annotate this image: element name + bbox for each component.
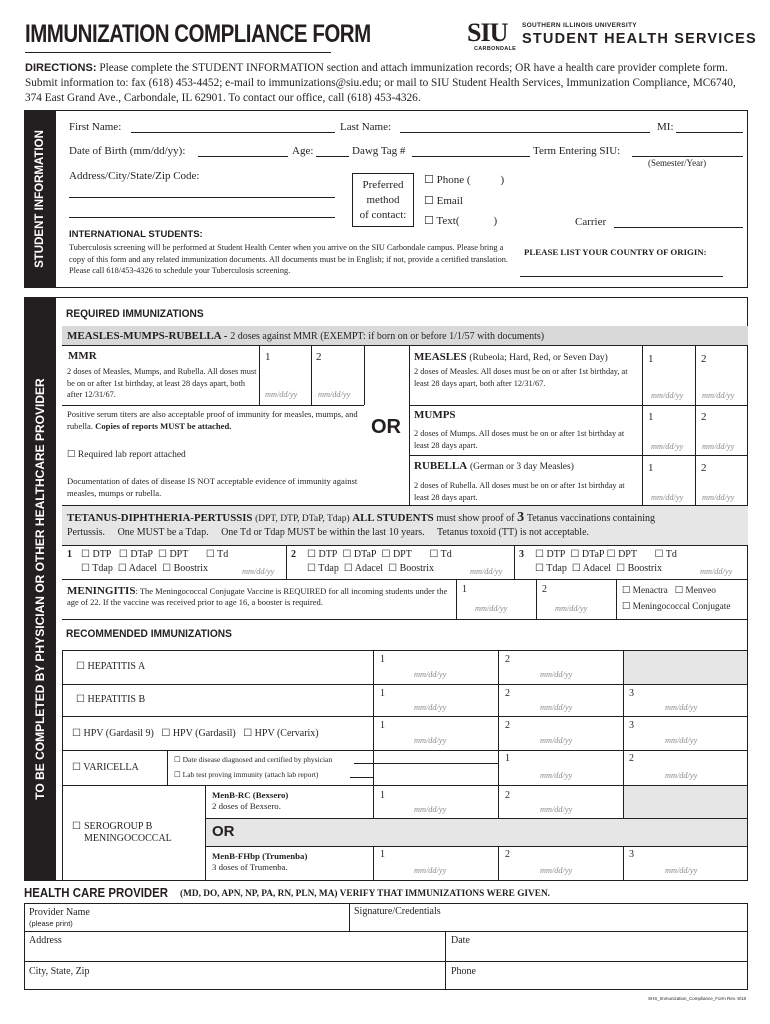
tdap-header-line2: Pertussis. One MUST be a Tdap. One Td or Tdap MUST be within the last 10 years. Tetanus toxoid (TT) is not acceptable. (67, 527, 590, 538)
last-name-field[interactable] (400, 132, 650, 133)
menb-checkbox[interactable]: ☐ SEROGROUP B MENINGOCOCCAL (72, 821, 172, 844)
student-info-sidebar: STUDENT INFORMATION (24, 110, 55, 288)
hcp-title: HEALTH CARE PROVIDER (24, 885, 169, 900)
hepa-date-2[interactable]: mm/dd/yy (540, 670, 573, 679)
rubella-desc: 2 doses of Rubella. All doses must be on or after 1st birthday at least 28 days apart. (414, 481, 625, 502)
mumps-dose-2: 2 (701, 411, 707, 423)
mmr-dose-1: 1 (265, 351, 271, 363)
menb-fhbp-date-2[interactable]: mm/dd/yy (540, 866, 573, 875)
mmr-date-1[interactable]: mm/dd/yy (265, 390, 298, 399)
menb-or: OR (212, 823, 235, 840)
intl-text: Tuberculosis screening will be performed at Student Health Center when you arrive on the SIU Carbondale campus. Please bring a copy of this form and any related immunization documents. All documents must be in English; if not, provide a certified translation. Please call 618/453-4326 to schedule your Tuberculosis screening. (69, 243, 508, 275)
address-line-2[interactable] (69, 217, 335, 218)
city-state-zip-label[interactable]: City, State, Zip (29, 966, 90, 977)
age-label: Age: (292, 145, 314, 157)
mumps-desc: 2 doses of Mumps. All doses must be on or after 1st birthday at least 28 days apart. (414, 429, 625, 450)
tdap-dose-1-options-b[interactable]: ☐ Tdap ☐ Adacel ☐ Boostrix (81, 563, 209, 574)
tdap-date-3[interactable]: mm/dd/yy (700, 567, 733, 576)
dob-label: Date of Birth (mm/dd/yy): (69, 145, 186, 157)
tdap-dose-2-num: 2 (291, 549, 296, 560)
provider-name-label[interactable]: Provider Name (29, 907, 90, 918)
menactra-menveo-options[interactable]: ☐ Menactra ☐ Menveo (622, 586, 716, 596)
directions-label: DIRECTIONS: (25, 62, 97, 74)
menb-rc-dose3-disabled (624, 786, 747, 818)
hepb-date-2[interactable]: mm/dd/yy (540, 703, 573, 712)
measles-title: MEASLES (Rubeola; Hard, Red, or Seven Day) (414, 351, 608, 363)
intl-header: INTERNATIONAL STUDENTS: (69, 229, 203, 240)
mmr-header: MEASLES-MUMPS-RUBELLA - 2 doses against MMR (EXEMPT: if born on or before 1/1/57 with documents) (67, 330, 545, 342)
contact-text-option[interactable]: ☐ Text( ) (424, 215, 498, 227)
mening-dose-2: 2 (542, 584, 547, 595)
varicella-option-2[interactable]: ☐ Lab test proving immunity (attach lab report) (174, 770, 319, 779)
measles-dose-1: 1 (648, 353, 654, 365)
tdap-header-line1: TETANUS-DIPHTHERIA-PERTUSSIS (DPT, DTP, DTaP, Tdap) ALL STUDENTS must show proof of 3 Tetanus vaccinations containing (67, 510, 655, 525)
tdap-dose-1-num: 1 (67, 549, 72, 560)
phone-label-hcp[interactable]: Phone (451, 966, 476, 977)
menb-rc-doses: 2 doses of Bexsero. (212, 801, 281, 811)
title-rule (25, 52, 331, 53)
menb-fhbp-doses: 3 doses of Trumenba. (212, 862, 288, 872)
directions-text: Please complete the STUDENT INFORMATION section and attach immunization records; OR have a health care provider complete form. Submit information to: fax (618) 453-4452; e-mail to immunizations@siu.edu; or mail to SIU Student Health Services, Immunization Compliance, MC6740, 374 East Grand Ave., Carbondale, IL 62901. To contact our office, call (618) 453-4326. (25, 62, 736, 104)
hpv-date-1[interactable]: mm/dd/yy (414, 736, 447, 745)
tdap-date-2[interactable]: mm/dd/yy (470, 567, 503, 576)
rubella-dose-1: 1 (648, 462, 654, 474)
dawg-tag-field[interactable] (412, 156, 530, 157)
menb-rc-date-2[interactable]: mm/dd/yy (540, 805, 573, 814)
logo-campus: CARBONDALE (474, 46, 517, 52)
carrier-field[interactable] (614, 227, 743, 228)
logo-department: STUDENT HEALTH SERVICES (522, 31, 757, 47)
country-label: PLEASE LIST YOUR COUNTRY OF ORIGIN: (524, 247, 707, 257)
hepa-date-1[interactable]: mm/dd/yy (414, 670, 447, 679)
provider-sidebar: TO BE COMPLETED BY PHYSICIAN OR OTHER HEALTHCARE PROVIDER (24, 297, 55, 881)
dawg-tag-label: Dawg Tag # (352, 145, 406, 157)
required-header: REQUIRED IMMUNIZATIONS (66, 308, 204, 320)
hepb-date-3[interactable]: mm/dd/yy (665, 703, 698, 712)
measles-desc: 2 doses of Measles. All doses must be on or after 1st birthday, at least 28 days apart, both after 12/31/67. (414, 367, 628, 388)
mumps-date-1[interactable]: mm/dd/yy (651, 442, 684, 451)
mmr-date-2[interactable]: mm/dd/yy (318, 390, 351, 399)
menb-fhbp-date-1[interactable]: mm/dd/yy (414, 866, 447, 875)
signature-label[interactable]: Signature/Credentials (354, 906, 441, 917)
mening-date-2[interactable]: mm/dd/yy (555, 604, 588, 613)
hepb-date-1[interactable]: mm/dd/yy (414, 703, 447, 712)
mening-date-1[interactable]: mm/dd/yy (475, 604, 508, 613)
menb-fhbp-date-3[interactable]: mm/dd/yy (665, 866, 698, 875)
varicella-date-1[interactable]: mm/dd/yy (540, 771, 573, 780)
tdap-dose-1-options-a[interactable]: ☐ DTP ☐ DTaP ☐ DPT ☐ Td (81, 549, 229, 560)
mumps-dose-1: 1 (648, 411, 654, 423)
please-print: (please print) (29, 919, 73, 928)
rubella-title: RUBELLA (German or 3 day Measles) (414, 460, 574, 472)
age-field[interactable] (316, 156, 349, 157)
tdap-dose-2-options-a[interactable]: ☐ DTP ☐ DTaP ☐ DPT ☐ Td (307, 549, 452, 560)
term-field[interactable] (632, 156, 743, 157)
first-name-label: First Name: (69, 121, 122, 133)
tdap-date-1[interactable]: mm/dd/yy (242, 567, 275, 576)
address-label: Address/City/State/Zip Code: (69, 170, 200, 182)
hepb-checkbox[interactable]: ☐ HEPATITIS B (76, 694, 146, 705)
mumps-date-2[interactable]: mm/dd/yy (702, 442, 735, 451)
hpv-options[interactable]: ☐ HPV (Gardasil 9) ☐ HPV (Gardasil) ☐ HPV (Cervarix) (72, 728, 319, 739)
term-hint: (Semester/Year) (648, 158, 707, 168)
menb-rc-title: MenB-RC (Bexsero) (212, 790, 289, 800)
lab-report-checkbox[interactable]: ☐ Required lab report attached (67, 450, 186, 460)
mmr-title: MMR (68, 350, 97, 362)
mmr-titer-text: Positive serum titers are also acceptable proof of immunity for measles, mumps, and rubella. Copies of reports MUST be attached. (67, 409, 358, 431)
rubella-date-1[interactable]: mm/dd/yy (651, 493, 684, 502)
varicella-checkbox[interactable]: ☐ VARICELLA (72, 762, 139, 773)
siu-logo: SIU (467, 18, 508, 47)
tdap-dose-2-options-b[interactable]: ☐ Tdap ☐ Adacel ☐ Boostrix (307, 563, 435, 574)
mi-label: MI: (657, 121, 674, 133)
country-field[interactable] (520, 276, 723, 277)
term-label: Term Entering SIU: (533, 145, 621, 157)
tdap-dose-3-options-a[interactable]: ☐ DTP ☐ DTaP ☐ DPT ☐ Td (535, 549, 677, 560)
mening-conjugate-option[interactable]: ☐ Meningococcal Conjugate (622, 602, 731, 612)
mumps-title: MUMPS (414, 409, 456, 421)
measles-date-2[interactable]: mm/dd/yy (702, 391, 735, 400)
mi-field[interactable] (676, 132, 743, 133)
last-name-label: Last Name: (340, 121, 392, 133)
recommended-header: RECOMMENDED IMMUNIZATIONS (66, 628, 232, 640)
hcp-subtitle: (MD, DO, APN, NP, PA, RN, PLN, MA) VERIFY THAT IMMUNIZATIONS WERE GIVEN. (180, 889, 550, 899)
tdap-dose-3-num: 3 (519, 549, 524, 560)
menb-or-band (206, 819, 747, 846)
measles-date-1[interactable]: mm/dd/yy (651, 391, 684, 400)
dob-field[interactable] (198, 156, 288, 157)
directions (25, 61, 747, 106)
varicella-option-1[interactable]: ☐ Date disease diagnosed and certified by physician (174, 755, 333, 764)
meningitis-text: MENINGITIS: The Meningococcal Conjugate Vaccine is REQUIRED for all incoming students under the age of 22. If the vaccine was received prior to age 16, a booster is required. (67, 585, 448, 607)
address-label-hcp[interactable]: Address (29, 935, 62, 946)
hpv-date-3[interactable]: mm/dd/yy (665, 736, 698, 745)
contact-email-option[interactable]: ☐ Email (424, 195, 463, 207)
rubella-dose-2: 2 (701, 462, 707, 474)
address-line-1[interactable] (69, 197, 335, 198)
rubella-date-2[interactable]: mm/dd/yy (702, 493, 735, 502)
hepa-dose3-disabled (624, 651, 747, 684)
mmr-dose-2: 2 (316, 351, 322, 363)
tdap-dose-3-options-b[interactable]: ☐ Tdap ☐ Adacel ☐ Boostrix (535, 563, 663, 574)
mmr-desc: 2 doses of Measles, Mumps, and Rubella. All doses must be on or after 1st birthday, at least 28 days apart, both after 12/31/67. (67, 367, 257, 399)
measles-dose-2: 2 (701, 353, 707, 365)
menb-rc-date-1[interactable]: mm/dd/yy (414, 805, 447, 814)
varicella-date-2[interactable]: mm/dd/yy (665, 771, 698, 780)
hepa-checkbox[interactable]: ☐ HEPATITIS A (76, 661, 146, 672)
hpv-date-2[interactable]: mm/dd/yy (540, 736, 573, 745)
mmr-or: OR (371, 416, 401, 438)
first-name-field[interactable] (131, 132, 335, 133)
disease-doc-text: Documentation of dates of disease IS NOT acceptable evidence of immunity against measles, mumps or rubella. (67, 476, 358, 498)
date-label[interactable]: Date (451, 935, 470, 946)
form-title: IMMUNIZATION COMPLIANCE FORM (25, 20, 371, 48)
mening-dose-1: 1 (462, 584, 467, 595)
logo-university: SOUTHERN ILLINOIS UNIVERSITY (522, 22, 637, 29)
preferred-contact-label: Preferred method of contact: (359, 179, 407, 221)
contact-phone-option[interactable]: ☐ Phone ( ) (424, 174, 505, 186)
footer-code: SHS_Immunization_Compliance_Form Rev. 9/18 (648, 996, 746, 1001)
menb-fhbp-title: MenB-FHbp (Trumenba) (212, 851, 308, 861)
carrier-label: Carrier (575, 216, 607, 228)
